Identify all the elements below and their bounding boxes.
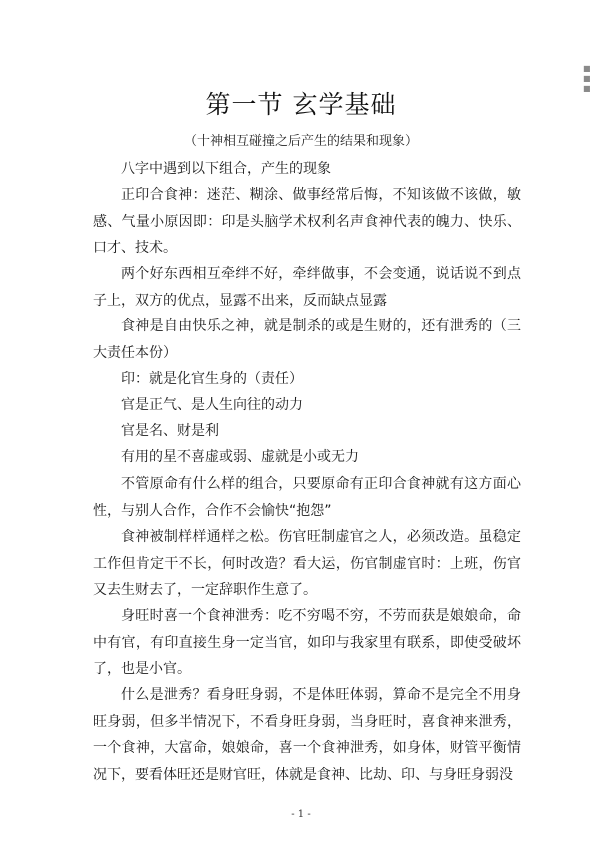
paragraph-9: 不管原命有什么样的组合，只要原命有正印合食神就有这方面心性，与别人合作，合作不会愉快“抱怨” xyxy=(93,476,521,519)
paragraph-2: 正印合食神：迷茫、糊涂、做事经常后悔，不知该做不该做，敏感、气量小原因即：印是头脑学术权利名声食神代表的魄力、快乐、口才、技术。 xyxy=(93,187,521,256)
paragraph-5: 印：就是化官生身的（责任） xyxy=(121,371,303,387)
paragraph-8: 有用的星不喜虚或弱、虚就是小或无力 xyxy=(121,449,359,465)
page-subtitle: （十神相互碰撞之后产生的结果和现象） xyxy=(183,134,418,149)
paragraph-7: 官是名、财是利 xyxy=(121,423,219,439)
margin-mark: ■ ■ ■ xyxy=(583,64,591,93)
page-title: 第一节 玄学基础 xyxy=(205,90,397,119)
paragraph-4: 食神是自由快乐之神，就是制杀的或是生财的，还有泄秀的（三大责任本份） xyxy=(93,318,521,361)
paragraph-6: 官是正气、是人生向往的动力 xyxy=(121,397,303,413)
paragraph-3: 两个好东西相互牵绊不好，牵绊做事，不会变通，说话说不到点子上，双方的优点，显露不出来，反而缺点显露 xyxy=(93,266,521,309)
paragraph-10: 食神被制样样通样之松。伤官旺制虚官之人，必须改造。虽稳定工作但肯定干不长，何时改造？看大运，伤官制虚官时：上班，伤官又去生财去了，一定辞职作生意了。 xyxy=(93,529,521,598)
page-number: - 1 - xyxy=(291,809,311,820)
paragraph-11: 身旺时喜一个食神泄秀：吃不穷喝不穷，不劳而获是娘娘命，命中有官，有印直接生身一定当官，如印与我家里有联系，即使受破坏了，也是小官。 xyxy=(93,608,521,677)
paragraph-1: 八字中遇到以下组合，产生的现象 xyxy=(121,161,331,177)
paragraph-12: 什么是泄秀？看身旺身弱，不是体旺体弱，算命不是完全不用身旺身弱，但多半情况下，不看身旺身弱，当身旺时，喜食神来泄秀，一个食神，大富命，娘娘命，喜一个食神泄秀，如身体，财管平衡情况下，要看体旺还是财官旺，体就是食神、比劫、印、与身旺身弱没 xyxy=(93,687,521,783)
